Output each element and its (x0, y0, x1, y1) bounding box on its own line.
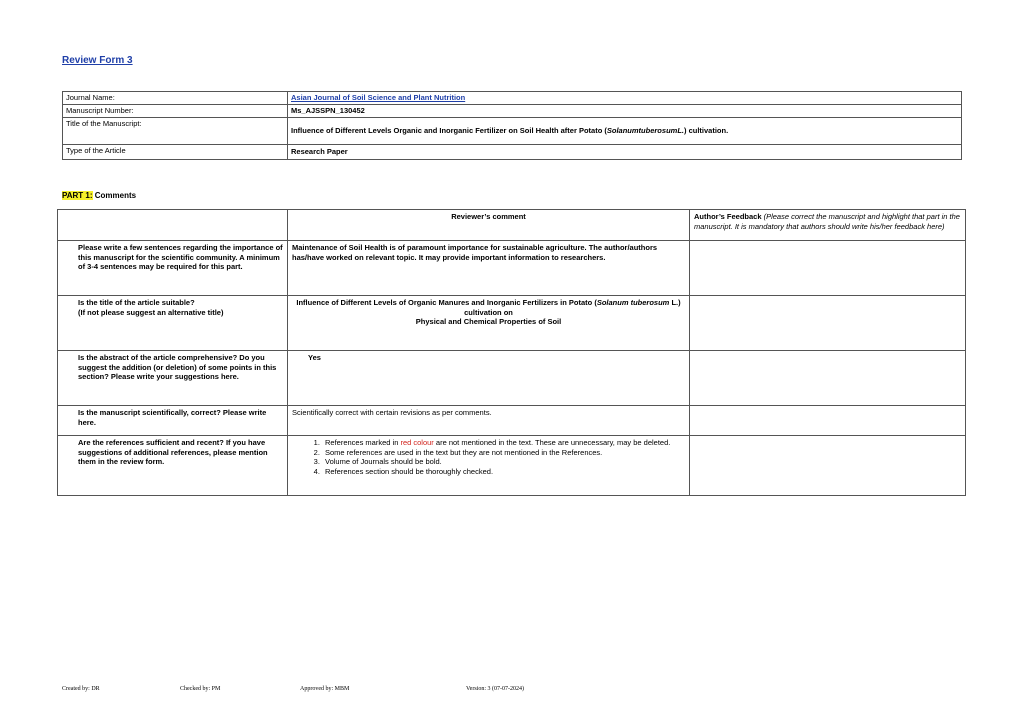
article-type-row (63, 145, 962, 160)
footer-created-by: Created by: DR (62, 686, 100, 692)
list-item: 4. References section should be thoroughly checked. (322, 467, 685, 477)
comments-header-row (58, 210, 966, 241)
manuscript-title-value: Influence of Different Levels Organic and Inorganic Fertilizer on Soil Health after Potato (SolanumtuberosumL.) cultivation. (288, 118, 962, 145)
form-title[interactable]: Review Form 3 (62, 55, 133, 66)
author-feedback-header: Author’s Feedback (Please correct the manuscript and highlight that part in the manuscript. It is mandatory that authors should write his/her feedback here) (690, 210, 966, 241)
journal-label: Journal Name: (63, 92, 288, 105)
table-row (58, 241, 966, 296)
manuscript-number-row (63, 105, 962, 118)
article-type-label: Type of the Article (63, 145, 288, 160)
footer-approved-by: Approved by: MBM (300, 686, 350, 692)
author-feedback-cell[interactable] (690, 351, 966, 406)
references-list (292, 438, 685, 476)
list-item: 2. Some references are used in the text but they are not mentioned in the References. (322, 448, 685, 458)
reviewer-comment-header: Reviewer’s comment (288, 210, 690, 241)
author-feedback-cell[interactable] (690, 436, 966, 496)
comments-table (57, 209, 966, 496)
manuscript-title-row (63, 118, 962, 145)
answer-title-suitable: Influence of Different Levels of Organic Manures and Inorganic Fertilizers in Potato (Solanum tuberosum L.) cultivation on Physical and Chemical Properties of Soil (288, 296, 690, 351)
manuscript-title-label: Title of the Manuscript: (63, 118, 288, 145)
author-feedback-cell[interactable] (690, 296, 966, 351)
empty-header-cell (58, 210, 288, 241)
table-row (58, 436, 966, 496)
journal-row (63, 92, 962, 105)
table-row (58, 406, 966, 436)
manuscript-number-label: Manuscript Number: (63, 105, 288, 118)
author-feedback-cell[interactable] (690, 406, 966, 436)
footer-version: Version: 3 (07-07-2024) (466, 686, 524, 692)
table-row (58, 296, 966, 351)
question-abstract: Is the abstract of the article comprehensive? Do you suggest the addition (or deletion) of some points in this section? Please write your suggestions here. (58, 351, 288, 406)
journal-value (288, 92, 962, 105)
answer-scientific: Scientifically correct with certain revisions as per comments. (288, 406, 690, 436)
question-title-suitable: Is the title of the article suitable? (If not please suggest an alternative title) (58, 296, 288, 351)
list-item: 1. References marked in red colour are not mentioned in the text. These are unnecessary, may be deleted. (322, 438, 685, 448)
manuscript-number-value: Ms_AJSSPN_130452 (288, 105, 962, 118)
answer-references (288, 436, 690, 496)
list-item: 3. Volume of Journals should be bold. (322, 457, 685, 467)
manuscript-info-table (62, 91, 962, 160)
author-feedback-cell[interactable] (690, 241, 966, 296)
question-scientific: Is the manuscript scientifically, correct? Please write here. (58, 406, 288, 436)
part1-heading: PART 1: Comments (62, 191, 137, 200)
answer-abstract: Yes (288, 351, 690, 406)
journal-link[interactable]: Asian Journal of Soil Science and Plant Nutrition (291, 93, 466, 102)
footer-checked-by: Checked by: PM (180, 686, 221, 692)
answer-importance: Maintenance of Soil Health is of paramount importance for sustainable agriculture. The author/authors has/have worked on relevant topic. It may provide important information to researchers. (288, 241, 690, 296)
part1-label: PART 1: (62, 191, 93, 200)
article-type-value: Research Paper (288, 145, 962, 160)
table-row (58, 351, 966, 406)
question-references: Are the references sufficient and recent? If you have suggestions of additional references, please mention them in the review form. (58, 436, 288, 496)
question-importance: Please write a few sentences regarding the importance of this manuscript for the scientific community. A minimum of 3-4 sentences may be required for this part. (58, 241, 288, 296)
